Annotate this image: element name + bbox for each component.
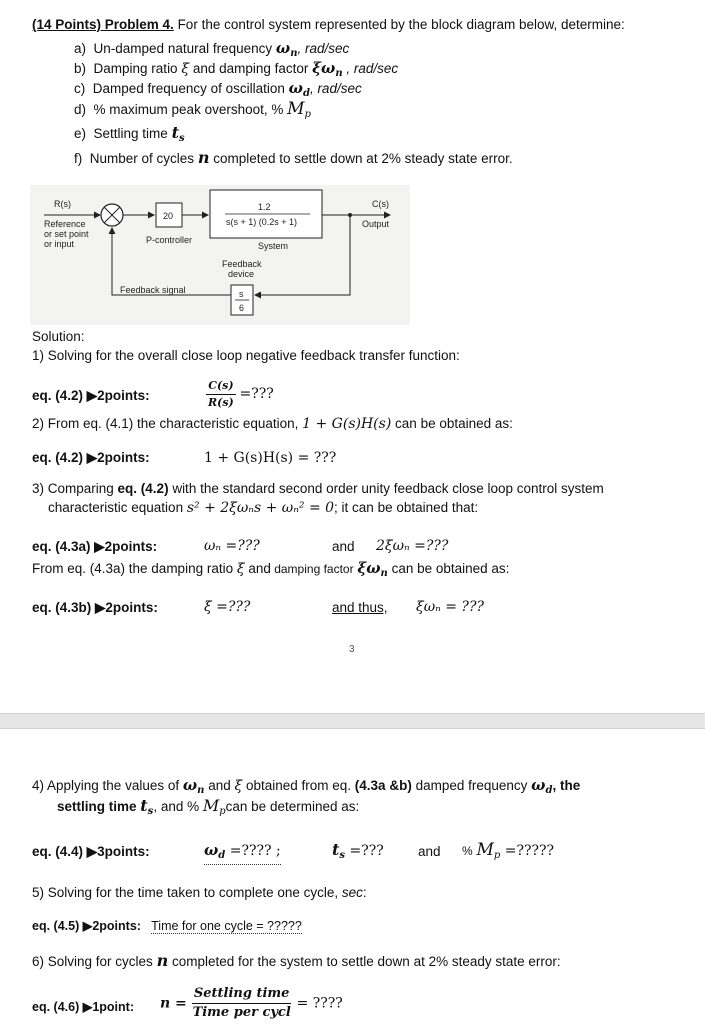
item-a xyxy=(74,40,349,62)
eq-4-6-label: eq. (4.6) ▶1point: xyxy=(32,1000,134,1014)
fraction-denominator: R(s) xyxy=(208,396,234,409)
eq-4-2b-label: eq. (4.2) ▶2points: xyxy=(32,450,150,465)
symbol-omega: ω xyxy=(531,776,546,794)
from-4-3a-text xyxy=(32,560,509,582)
step-2-text xyxy=(32,416,513,432)
step-4-a: 4) Applying the values of xyxy=(32,778,180,793)
output-desc: Output xyxy=(362,219,390,229)
symbol-sub: s xyxy=(339,850,346,861)
eq-4-3a-label: eq. (4.3a) ▶2points: xyxy=(32,539,158,554)
controller-gain: 20 xyxy=(163,211,174,221)
item-text: Damping ratio xyxy=(93,61,178,76)
symbol-t: t xyxy=(332,840,340,859)
eq-4-5-label: eq. (4.5) ▶2points: xyxy=(32,919,141,933)
feedback-label-1: Feedback xyxy=(222,259,262,269)
step-2-equation: 1 + G(s)H(s) xyxy=(302,416,392,432)
eq-4-2a-expr xyxy=(206,378,274,411)
eq-4-6-expr xyxy=(160,985,343,1022)
percent-sign: % xyxy=(462,844,473,858)
page-2 xyxy=(0,729,705,1024)
step-4-c: obtained from eq. xyxy=(242,778,352,793)
controller-label: P-controller xyxy=(146,235,193,245)
step-3-text-b: with the standard second order unity feedback close loop control system xyxy=(168,481,604,496)
item-e xyxy=(74,125,185,147)
solution-heading: Solution: xyxy=(32,329,85,344)
symbol-xi: ξ xyxy=(181,61,190,77)
symbol-omega: ω xyxy=(182,776,198,794)
eq-4-3b-and: and thus, xyxy=(332,600,388,615)
symbol-sub: p xyxy=(219,806,226,817)
eq-4-5-line xyxy=(32,918,302,934)
symbol-m: M xyxy=(287,99,305,119)
step-4-d: (4.3a &b) xyxy=(351,778,412,793)
item-label: a) xyxy=(74,41,87,56)
from-4-3a-a: From eq. (4.3a) the damping ratio xyxy=(32,561,234,576)
item-text: Un-damped natural frequency xyxy=(93,41,273,56)
step-4-g: settling time xyxy=(57,799,137,814)
summing-junction xyxy=(101,204,123,226)
item-text-mid: and damping factor xyxy=(189,61,313,76)
symbol-sub: p xyxy=(304,109,311,120)
step-3-text-a: 3) Comparing xyxy=(32,481,114,496)
problem-header: (14 Points) Problem 4. xyxy=(32,17,174,32)
item-label: b) xyxy=(74,61,87,76)
step-5-a: 5) Solving for the time taken to complete one cycle, xyxy=(32,885,339,900)
block-diagram xyxy=(30,185,410,325)
item-c xyxy=(74,80,362,102)
eq-4-2a-label: eq. (4.2) ▶2points: xyxy=(32,388,150,403)
transfer-function-fraction xyxy=(206,378,236,411)
step-4-h: , and % xyxy=(153,799,200,814)
eq-4-4-label: eq. (4.4) ▶3points: xyxy=(32,844,150,859)
feedback-label-2: device xyxy=(228,269,255,279)
item-label: d) xyxy=(74,102,87,117)
step-6-a: 6) Solving for cycles xyxy=(32,954,153,969)
step-3-text-d: ; it can be obtained that: xyxy=(334,500,479,515)
symbol-t: t xyxy=(171,123,179,142)
from-4-3a-b: and xyxy=(244,561,271,576)
problem-intro xyxy=(32,17,625,33)
feedback-numerator: s xyxy=(239,289,244,299)
page-number: 3 xyxy=(349,644,355,655)
fraction-numerator: Settling time xyxy=(192,985,292,1004)
symbol-sub: d xyxy=(545,785,553,796)
item-label: c) xyxy=(74,81,86,96)
feedback-signal-label: Feedback signal xyxy=(120,285,186,295)
item-f xyxy=(74,150,513,167)
item-text: % maximum peak overshoot, % xyxy=(93,102,284,117)
symbol-sub: n xyxy=(290,48,298,59)
fraction-denominator: Time per cycl xyxy=(192,1005,291,1020)
step-3-line-1 xyxy=(32,481,604,497)
symbol-sub: n xyxy=(197,785,205,796)
item-d xyxy=(74,101,311,123)
from-4-3a-d: can be obtained as: xyxy=(387,561,510,576)
symbol-m: M xyxy=(476,840,494,860)
eq-4-4-wd xyxy=(204,842,281,865)
eq-4-3a-and: and xyxy=(332,539,355,554)
eq-4-3b-lhs: ξ =??? xyxy=(204,599,251,615)
step-2-text-a: 2) From eq. (4.1) the characteristic equation, xyxy=(32,416,299,431)
input-desc-1: Reference xyxy=(44,219,86,229)
item-label: e) xyxy=(74,126,87,141)
symbol-xi: ξ xyxy=(236,561,245,577)
step-3-bold: eq. (4.2) xyxy=(113,481,169,496)
block-diagram-svg xyxy=(30,185,410,325)
eq-4-4-mp xyxy=(462,842,554,864)
item-text: Settling time xyxy=(93,126,168,141)
eq-4-3a-lhs: ωₙ =??? xyxy=(204,538,260,554)
input-desc-2: or set point xyxy=(44,229,89,239)
fraction-numerator: C(s) xyxy=(206,378,235,395)
from-4-3a-c: damping factor xyxy=(270,562,354,576)
symbol-xi: ξ xyxy=(234,778,243,794)
item-text-tail: completed to settle down at 2% steady state error. xyxy=(209,151,513,166)
step-4-b: and xyxy=(204,778,231,793)
feedback-denominator: 6 xyxy=(239,303,245,313)
symbol-sub: s xyxy=(147,806,154,817)
symbol-sub: s xyxy=(178,133,185,144)
item-unit: , rad/sec xyxy=(309,81,362,96)
symbol-sub: d xyxy=(218,850,226,861)
input-label: R(s) xyxy=(54,199,71,209)
symbol-sub: n xyxy=(335,68,343,79)
step-6-b: completed for the system to settle down at 2% steady state error: xyxy=(168,954,561,969)
symbol-omega: ω xyxy=(288,79,303,97)
item-label: f) xyxy=(74,151,83,166)
symbol-n: n xyxy=(156,951,169,970)
eq-4-5-text: Time for one cycle = ????? xyxy=(151,919,302,933)
eq-4-6-fraction xyxy=(191,985,293,1022)
eq-4-6-rhs: = ???? xyxy=(296,995,343,1012)
symbol-sub: p xyxy=(493,850,501,861)
step-5-text xyxy=(32,885,367,901)
step-6-text xyxy=(32,953,561,970)
output-label: C(s) xyxy=(372,199,389,209)
symbol-sub: n xyxy=(380,568,388,579)
step-4-line-2 xyxy=(57,798,359,820)
symbol-t: t xyxy=(140,796,148,815)
step-4-e: damped frequency xyxy=(411,778,528,793)
standard-characteristic-equation: s² + 2ξωₙs + ωₙ² = 0 xyxy=(186,500,335,516)
symbol-n: n xyxy=(197,148,210,167)
item-unit: , rad/sec xyxy=(342,61,399,76)
plant-numerator: 1.2 xyxy=(258,202,271,212)
step-5-c: : xyxy=(362,885,367,900)
eq-4-3a-rhs: 2ξωₙ =??? xyxy=(376,538,449,554)
problem-intro-text: For the control system represented by the block diagram below, determine: xyxy=(177,17,625,32)
eq-4-3b-rhs: ξωₙ = ??? xyxy=(416,599,484,615)
eq-4-6-lhs: n = xyxy=(160,995,187,1012)
step-4-line-1 xyxy=(32,777,580,799)
eq-4-4-and: and xyxy=(418,844,441,859)
item-unit: , rad/sec xyxy=(297,41,350,56)
eq-4-4-ts xyxy=(332,842,384,864)
eq-4-4-mp-rhs: =????? xyxy=(500,843,554,859)
plant-denominator: s(s + 1) (0.2s + 1) xyxy=(226,217,298,227)
eq-4-3b-label: eq. (4.3b) ▶2points: xyxy=(32,600,158,615)
symbol-omega: ω xyxy=(275,39,291,57)
step-2-text-b: can be obtained as: xyxy=(391,416,513,431)
eq-4-4-ts-rhs: =??? xyxy=(345,843,384,859)
plant-label: System xyxy=(258,241,289,251)
eq-4-2b-expr: 1 + G(s)H(s) = ??? xyxy=(204,450,337,466)
eq-4-4-wd-rhs: =???? ; xyxy=(225,843,281,859)
item-text: Damped frequency of oscillation xyxy=(92,81,285,96)
page-separator xyxy=(0,713,705,729)
symbol-xi-omega: ξω xyxy=(312,59,336,77)
symbol-sub: d xyxy=(302,88,310,99)
eq-4-2a-rhs: =??? xyxy=(239,386,274,403)
step-3-line-2 xyxy=(48,500,478,516)
symbol-m: M xyxy=(202,796,220,815)
symbol-omega: ω xyxy=(204,841,219,859)
step-5-b: sec xyxy=(338,885,363,900)
step-3-text-c: characteristic equation xyxy=(48,500,184,515)
symbol-xi-omega: ξω xyxy=(357,559,381,577)
step-4-i: can be determined as: xyxy=(225,799,360,814)
step-4-f: , the xyxy=(552,778,581,793)
item-text: Number of cycles xyxy=(89,151,195,166)
step-1-text: 1) Solving for the overall close loop negative feedback transfer function: xyxy=(32,348,460,363)
input-desc-3: or input xyxy=(44,239,75,249)
item-b xyxy=(74,60,398,82)
